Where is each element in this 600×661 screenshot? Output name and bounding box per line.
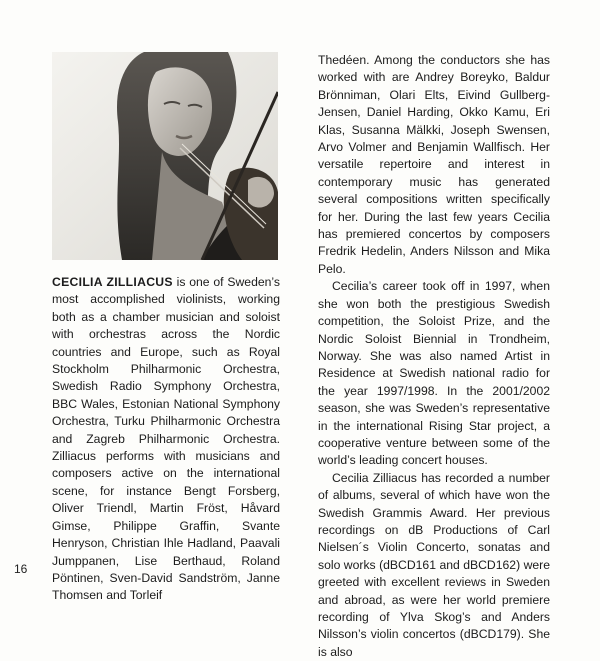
right-column: [318, 52, 550, 661]
violinist-photo-icon: [52, 52, 278, 260]
left-column: [52, 274, 280, 605]
violinist-photo: [52, 52, 278, 260]
paragraph: Cecilia Zilliacus has recorded a number of albums, several of which have won the Swedish Grammis Award. Her previous recordings on dB Productions of Carl Nielsen´s Violin Concerto, sonatas and solo works (dBCD161 and dBCD162) were greeted with excellent reviews in Sweden and abroad, as were her world premiere recording of Ylva Skog’s and Anders Nilsson’s violin concertos (dBCD179). She is also: [318, 470, 550, 659]
paragraph: Cecilia’s career took off in 1997, when she won both the prestigious Swedish competition, the Soloist Prize, and the Nordic Soloist Biennial in Trondheim, Norway. She was also named Artist in Residence at Swedish national radio for the year 1997/1998. In the 2001/2002 season, she was Sweden’s representative in the international Rising Star project, a cooperative venture between some of the world’s leading concert houses.: [318, 279, 550, 468]
artist-name: CECILIA ZILLIACUS: [52, 275, 173, 289]
biography-text: is one of Sweden’s most accomplished violinists, working both as a chamber musician and soloist with orchestras across the Nordic countries and Europe, such as Royal Stockholm Philharmonic Orchestra, Swedish Radio Symphony Orchestra, BBC Wales, Estonian National Symphony Orchestra, Turku Philharmonic Orchestra and Zagreb Philharmonic Orchestra. Zilliacus performs with musicians and composers active on the international scene, for instance Bengt Forsberg, Oliver Triendl, Martin Fröst, Håvard Gimse, Philippe Graffin, Svante Henryson, Christian Ihle Hadland, Paavali Jumppanen, Lise Berthaud, Roland Pöntinen, Sven-David Sandström, Janne Thomsen and Torleif: [52, 275, 280, 603]
biography-intro: [52, 274, 280, 605]
paragraph: Thedéen. Among the conductors she has worked with are Andrey Boreyko, Baldur Brönniman, Olari Elts, Eivind Gullberg-Jensen, Daniel Harding, Okko Kamu, Eri Klas, Susanna Mälkki, Joseph Swensen, Arvo Volmer and Benjamin Wallfisch. Her versatile repertoire and interest in contemporary music has generated several compositions written specifically for her. During the last few years Cecilia has premiered concertos by composers Fredrik Hedelin, Anders Nilsson and Mika Pelo.: [318, 53, 550, 276]
page-number: 16: [14, 562, 28, 576]
